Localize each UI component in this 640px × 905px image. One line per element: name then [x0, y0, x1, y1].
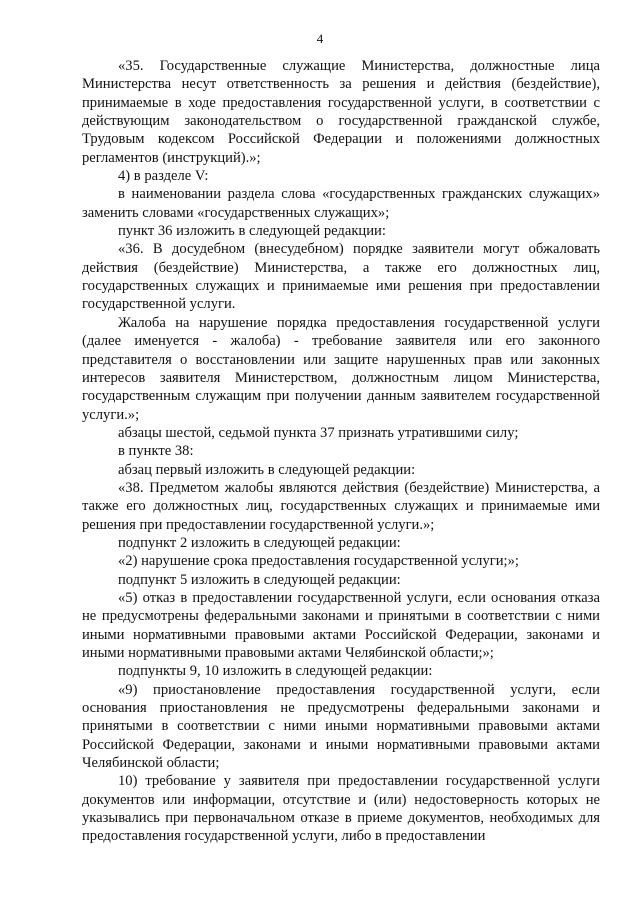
paragraph-complaint-definition: Жалоба на нарушение порядка предоставления государственной услуги (далее именуется - жалоба) - требование заявителя или его законного представителя о восстановлении или защите нарушенных прав или законных интересов заявителя Министерством, должностным лицом Министерства, государственным служащим при получении данным заявителем государственной услуги.»; [82, 314, 600, 423]
paragraph-item-38: «38. Предметом жалобы являются действия (бездействие) Министерства, а также его должностных лиц, государственных служащих и принимаемые ими решения при предоставлении государственной услуги.»; [82, 479, 600, 533]
paragraph-item-38-intro: в пункте 38: [118, 443, 194, 460]
paragraph-item-36-intro: пункт 36 изложить в следующей редакции: [118, 223, 386, 240]
paragraph-item-35: «35. Государственные служащие Министерства, должностные лица Министерства несут ответственность за решения и действия (бездействие), принимаемые в ходе предоставления государственной услуги, в соответствии с действующим законодательством о государственной гражданской службе, Трудовым кодексом Российской Федерации и положениями должностных регламентов (инструкций).»; [82, 58, 600, 166]
paragraph-section-title-change: в наименовании раздела слова «государственных гражданских служащих» заменить словами «государственных служащих»; [82, 186, 600, 221]
paragraph-subitem-5-intro: подпункт 5 изложить в следующей редакции: [118, 571, 401, 588]
paragraph-subitem-10: 10) требование у заявителя при предоставлении государственной услуги документов или информации, отсутствие и (или) недостоверность которых не указывались при первоначальном отказе в приеме документов, необходимых для предоставления государственной услуги, либо в предоставлении [82, 773, 600, 845]
paragraph-subitem-5: «5) отказ в предоставлении государственной услуги, если основания отказа не предусмотрены федеральными законами и принятыми в соответствии с ними иными нормативными правовыми актами Российской Федерации, законами и иными нормативными правовыми актами Челябинской области;»; [82, 589, 600, 661]
paragraph-subitem-2: «2) нарушение срока предоставления государственной услуги;»; [118, 553, 519, 570]
paragraph-item-37: абзацы шестой, седьмой пункта 37 признать утратившими силу; [118, 424, 519, 441]
page-number: 4 [316, 31, 324, 46]
paragraph-subitem-2-intro: подпункт 2 изложить в следующей редакции: [118, 534, 401, 551]
paragraph-item-38-first-para-intro: абзац первый изложить в следующей редакции: [118, 461, 416, 478]
paragraph-subitems-9-10-intro: подпункты 9, 10 изложить в следующей редакции: [118, 663, 433, 680]
paragraph-subitem-9: «9) приостановление предоставления государственной услуги, если основания приостановления не предусмотрены федеральными законами и принятыми в соответствии с ними иными нормативными правовыми актами Российской Федерации, законами и иными нормативными правовыми актами Челябинской области; [82, 681, 600, 772]
document-body [82, 57, 600, 846]
paragraph-item-36: «36. В досудебном (внесудебном) порядке заявители могут обжаловать действия (бездействие) Министерства, а также его должностных лиц, государственных служащих и принимаемые ими решения при предоставлении государственной услуги. [82, 241, 600, 313]
paragraph-section-v: 4) в разделе V: [118, 168, 209, 185]
